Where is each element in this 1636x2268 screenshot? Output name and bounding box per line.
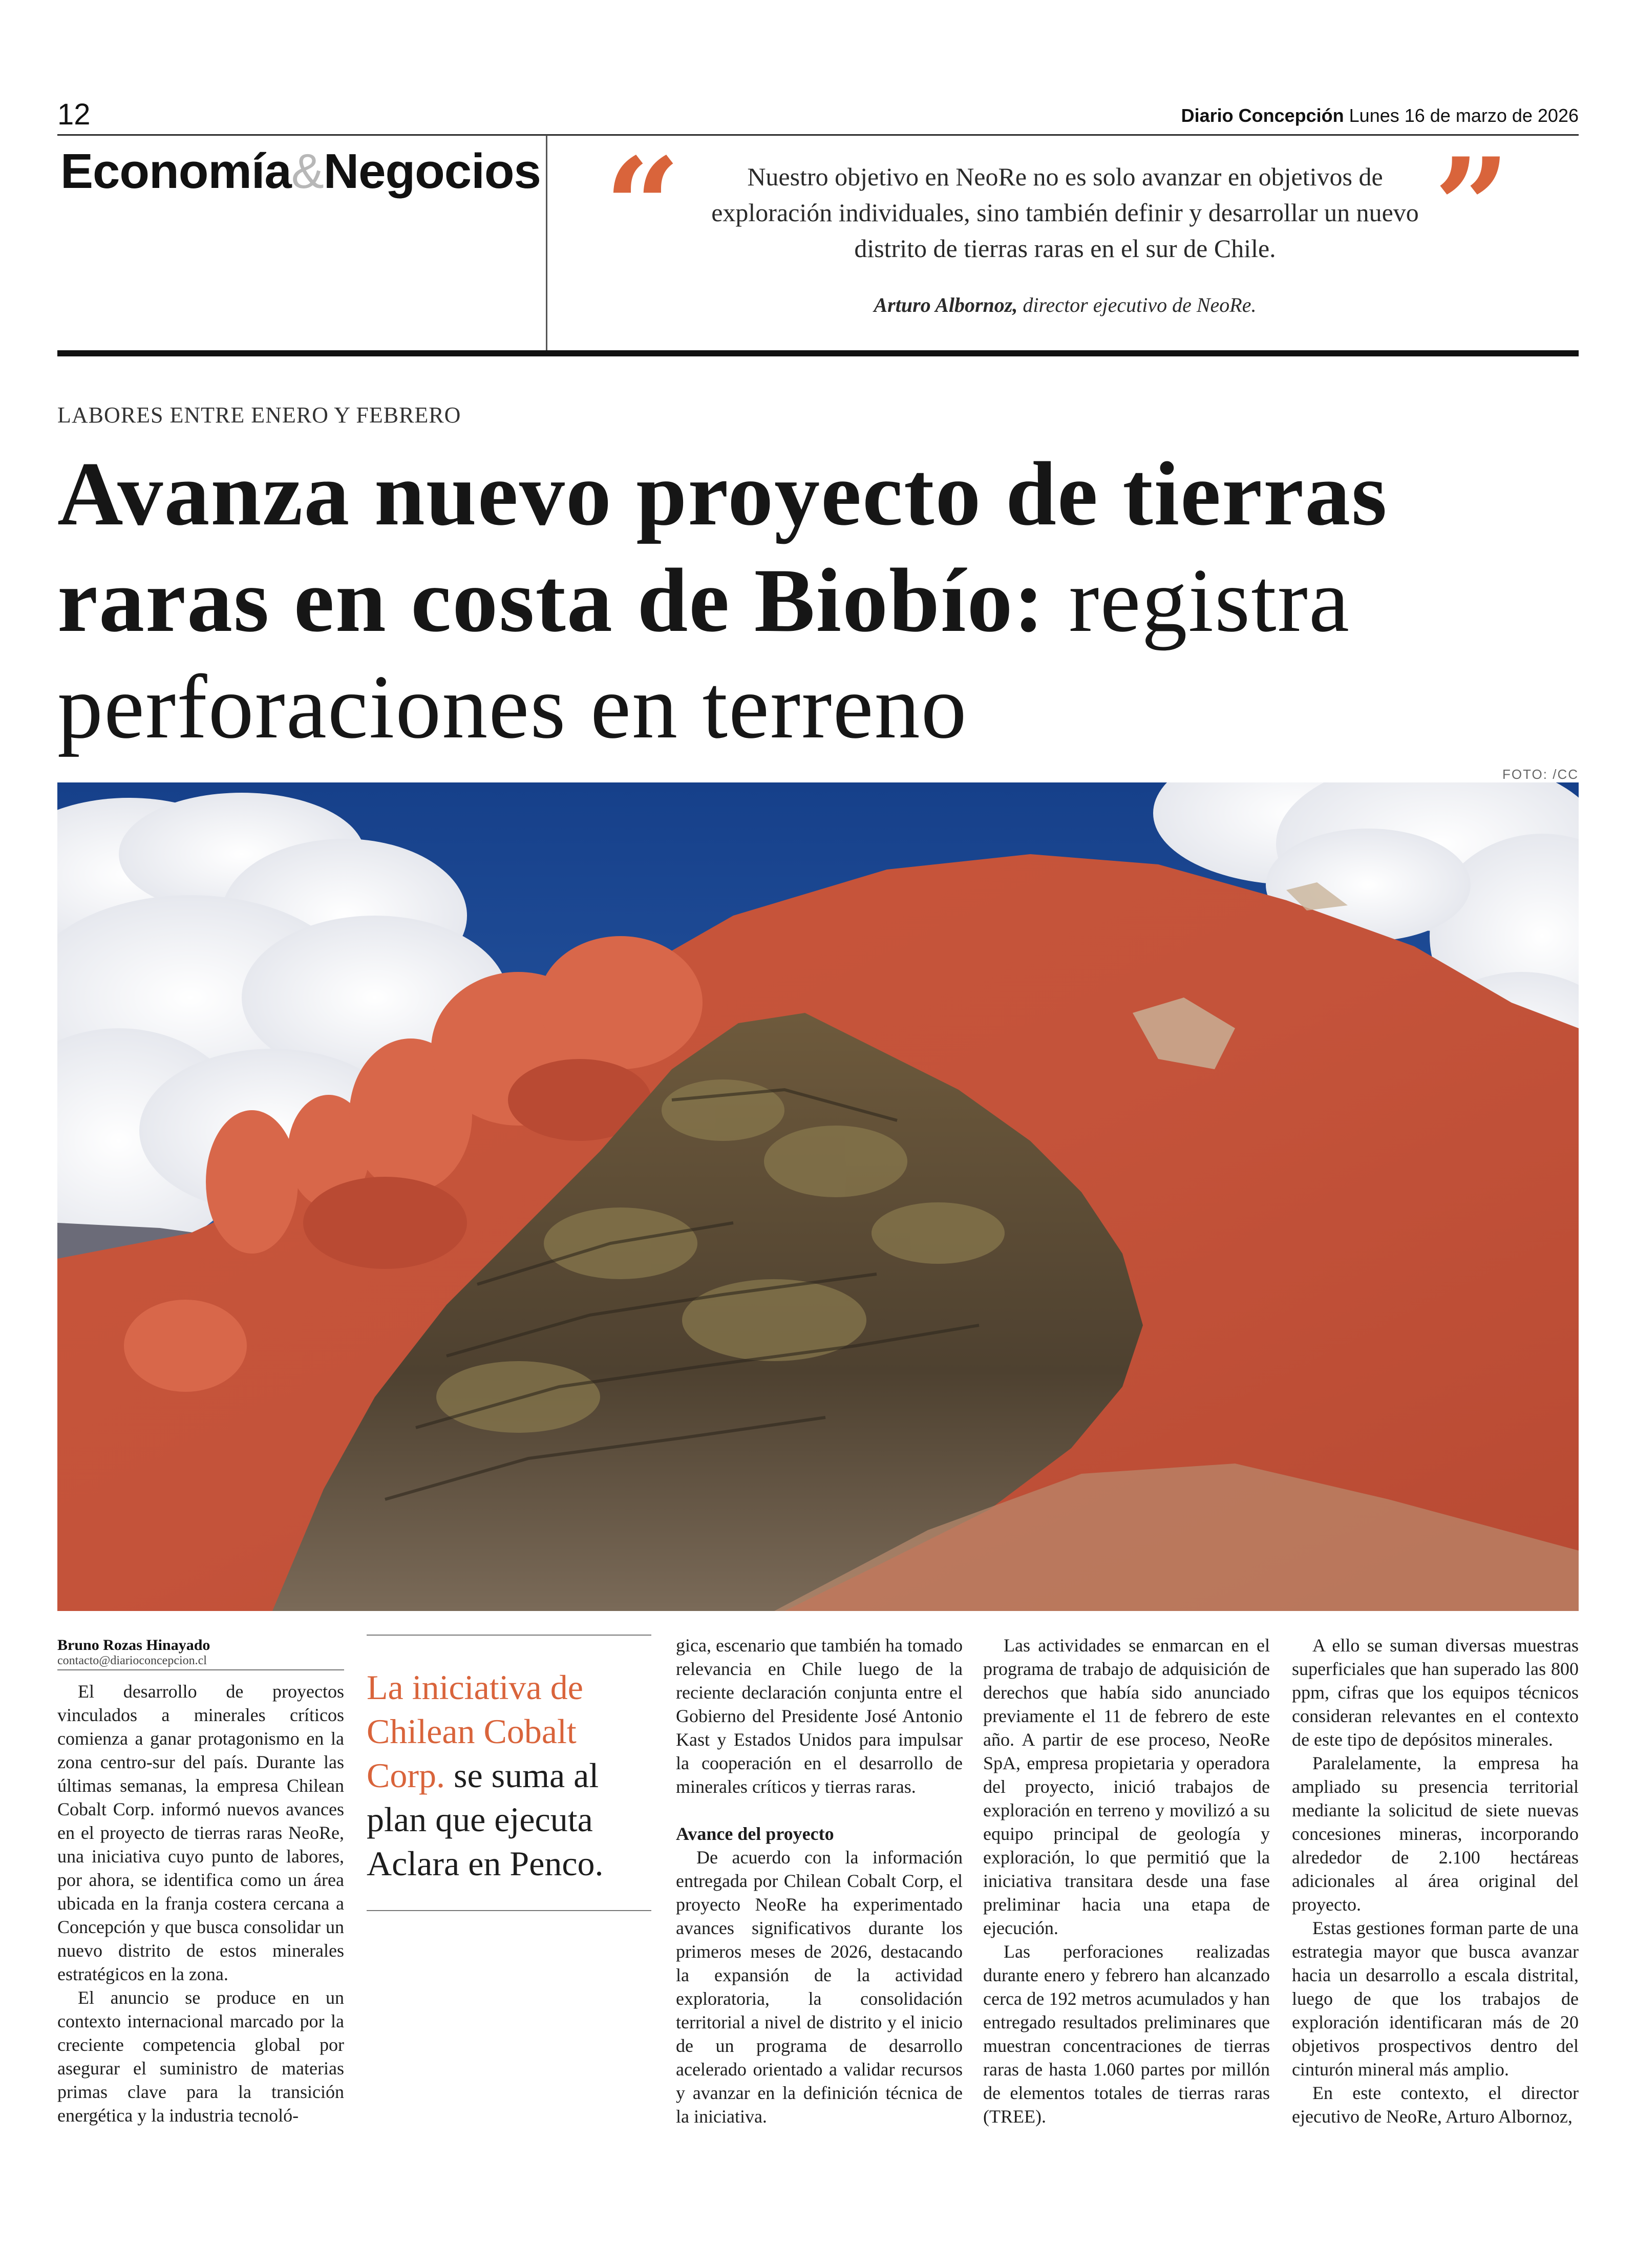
close-quote-icon: ”	[1434, 129, 1511, 285]
body-paragraph: Las actividades se enmarcan en el programa de trabajo de adquisición de derechos que había sido anunciado previamente el 11 de febrero de este año. A partir de ese proceso, NeoRe SpA, empresa propietaria y operadora del proyecto, inició trabajos de exploración en terreno y movilizó a su equipo principal de geología y exploración, lo que permitió que la iniciativa transitara desde una fase preliminar hacia una etapa de ejecución.	[983, 1635, 1270, 1938]
header-top-rule	[57, 134, 1579, 136]
body-paragraph: gica, escenario que también ha tomado relevancia en Chile luego de la reciente declaración conjunta entre el Gobierno del Presidente José Antonio Kast y Estados Unidos para impulsar la cooperación en el desarrollo de minerales críticos y tierras raras.	[676, 1635, 963, 1797]
issue-date: Lunes 16 de marzo de 2026	[1349, 105, 1579, 126]
subheading: Avance del proyecto	[676, 1824, 834, 1844]
pullout-highlight: La iniciativa de Chilean Cobalt Corp.	[367, 1668, 583, 1795]
quote-author: Arturo Albornoz,	[874, 293, 1018, 316]
body-paragraph: Estas gestiones forman parte de una estrategia mayor que busca avanzar hacia un desarrollo a escala distrital, luego de que los trabajos de exploración identificaran más de 20 objetivos prospectivos dentro del cinturón mineral más amplio.	[1292, 1918, 1579, 2080]
section-name-economia: Economía	[60, 144, 291, 199]
pullout-quote	[367, 1665, 651, 1885]
header-divider	[546, 135, 547, 350]
body-column-3	[676, 1634, 963, 2128]
article-headline	[57, 440, 1588, 760]
byline-name: Bruno Rozas Hinayado	[57, 1637, 210, 1654]
pullout-text: se suma al plan que ejecuta Aclara en Penco.	[367, 1756, 604, 1883]
article-photo	[57, 782, 1579, 1611]
byline	[57, 1637, 344, 1668]
pullout-bottom-rule	[367, 1910, 651, 1911]
byline-rule	[57, 1669, 344, 1670]
body-column-5	[1292, 1634, 1579, 2128]
masthead	[1181, 105, 1579, 126]
headline-bold: Avanza nuevo proyecto de tierras raras en costa de Biobío:	[57, 443, 1388, 651]
byline-email: contacto@diarioconcepcion.cl	[57, 1654, 207, 1667]
body-paragraph: De acuerdo con la información entregada por Chilean Cobalt Corp, el proyecto NeoRe ha experimentado avances significativos durante los primeros meses de 2026, destacando la expansión de la actividad exploratoria, la consolidación territorial a nivel de distrito y el inicio de un programa de desarrollo acelerado orientado a validar recursos y avanzar en la definición técnica de la iniciativa.	[676, 1847, 963, 2127]
body-paragraph: El anuncio se produce en un contexto internacional marcado por la creciente competencia global por asegurar el suministro de materias primas clave para la transición energética y la industria tecnoló-	[57, 1987, 344, 2126]
body-column-1	[57, 1680, 344, 2127]
pullout-top-rule	[367, 1635, 651, 1636]
body-paragraph: Las perforaciones realizadas durante enero y febrero han alcanzado cerca de 192 metros acumulados y han entregado resultados preliminares que muestran concentraciones de tierras raras de hasta 1.060 partes por millón de elementos totales de tierras raras (TREE).	[983, 1941, 1270, 2127]
mountain-photo	[57, 782, 1579, 1611]
body-paragraph: A ello se suman diversas muestras superficiales que han superado las 800 ppm, cifras que los equipos técnicos consideran relevantes en el contexto de este tipo de depósitos minerales.	[1292, 1635, 1579, 1750]
photo-credit: FOTO: /CC	[1502, 767, 1579, 782]
header-pull-quote: Nuestro objetivo en NeoRe no es solo avanzar en objetivos de exploración individuales, sino también definir y desarrollar un nuevo distrito de tierras raras en el sur de Chile.	[711, 162, 1419, 263]
paper-name: Diario Concepción	[1181, 105, 1344, 126]
open-quote-icon: “	[604, 129, 681, 285]
section-ampersand: &	[291, 144, 324, 199]
body-paragraph: El desarrollo de proyectos vinculados a minerales críticos comienza a ganar protagonismo en la zona centro-sur del país. Durante las últimas semanas, la empresa Chilean Cobalt Corp. informó nuevos avances en el proyecto de tierras raras NeoRe, una iniciativa cuyo punto de labores, por ahora, se identifica como un área ubicada en la franja costera cercana a Concepción y que busca consolidar un nuevo distrito de estos minerales estratégicos en la zona.	[57, 1681, 344, 1984]
section-title	[60, 143, 541, 200]
section-name-negocios: Negocios	[323, 144, 541, 199]
quote-author-role: director ejecutivo de NeoRe.	[1023, 293, 1257, 316]
body-paragraph: Paralelamente, la empresa ha ampliado su presencia territorial mediante la solicitud de siete nuevas concesiones mineras, incorporando alrededor de 2.100 hectáreas adicionales al área original del proyecto.	[1292, 1753, 1579, 1915]
page-number: 12	[57, 98, 91, 131]
article-kicker: LABORES ENTRE ENERO Y FEBRERO	[57, 402, 461, 428]
header-bottom-rule	[57, 350, 1579, 356]
body-paragraph: En este contexto, el director ejecutivo de NeoRe, Arturo Albornoz,	[1292, 2083, 1579, 2127]
quote-attribution	[707, 293, 1423, 317]
headline-regular: registra perforaciones en terreno	[57, 549, 1350, 757]
body-column-4	[983, 1634, 1270, 2128]
